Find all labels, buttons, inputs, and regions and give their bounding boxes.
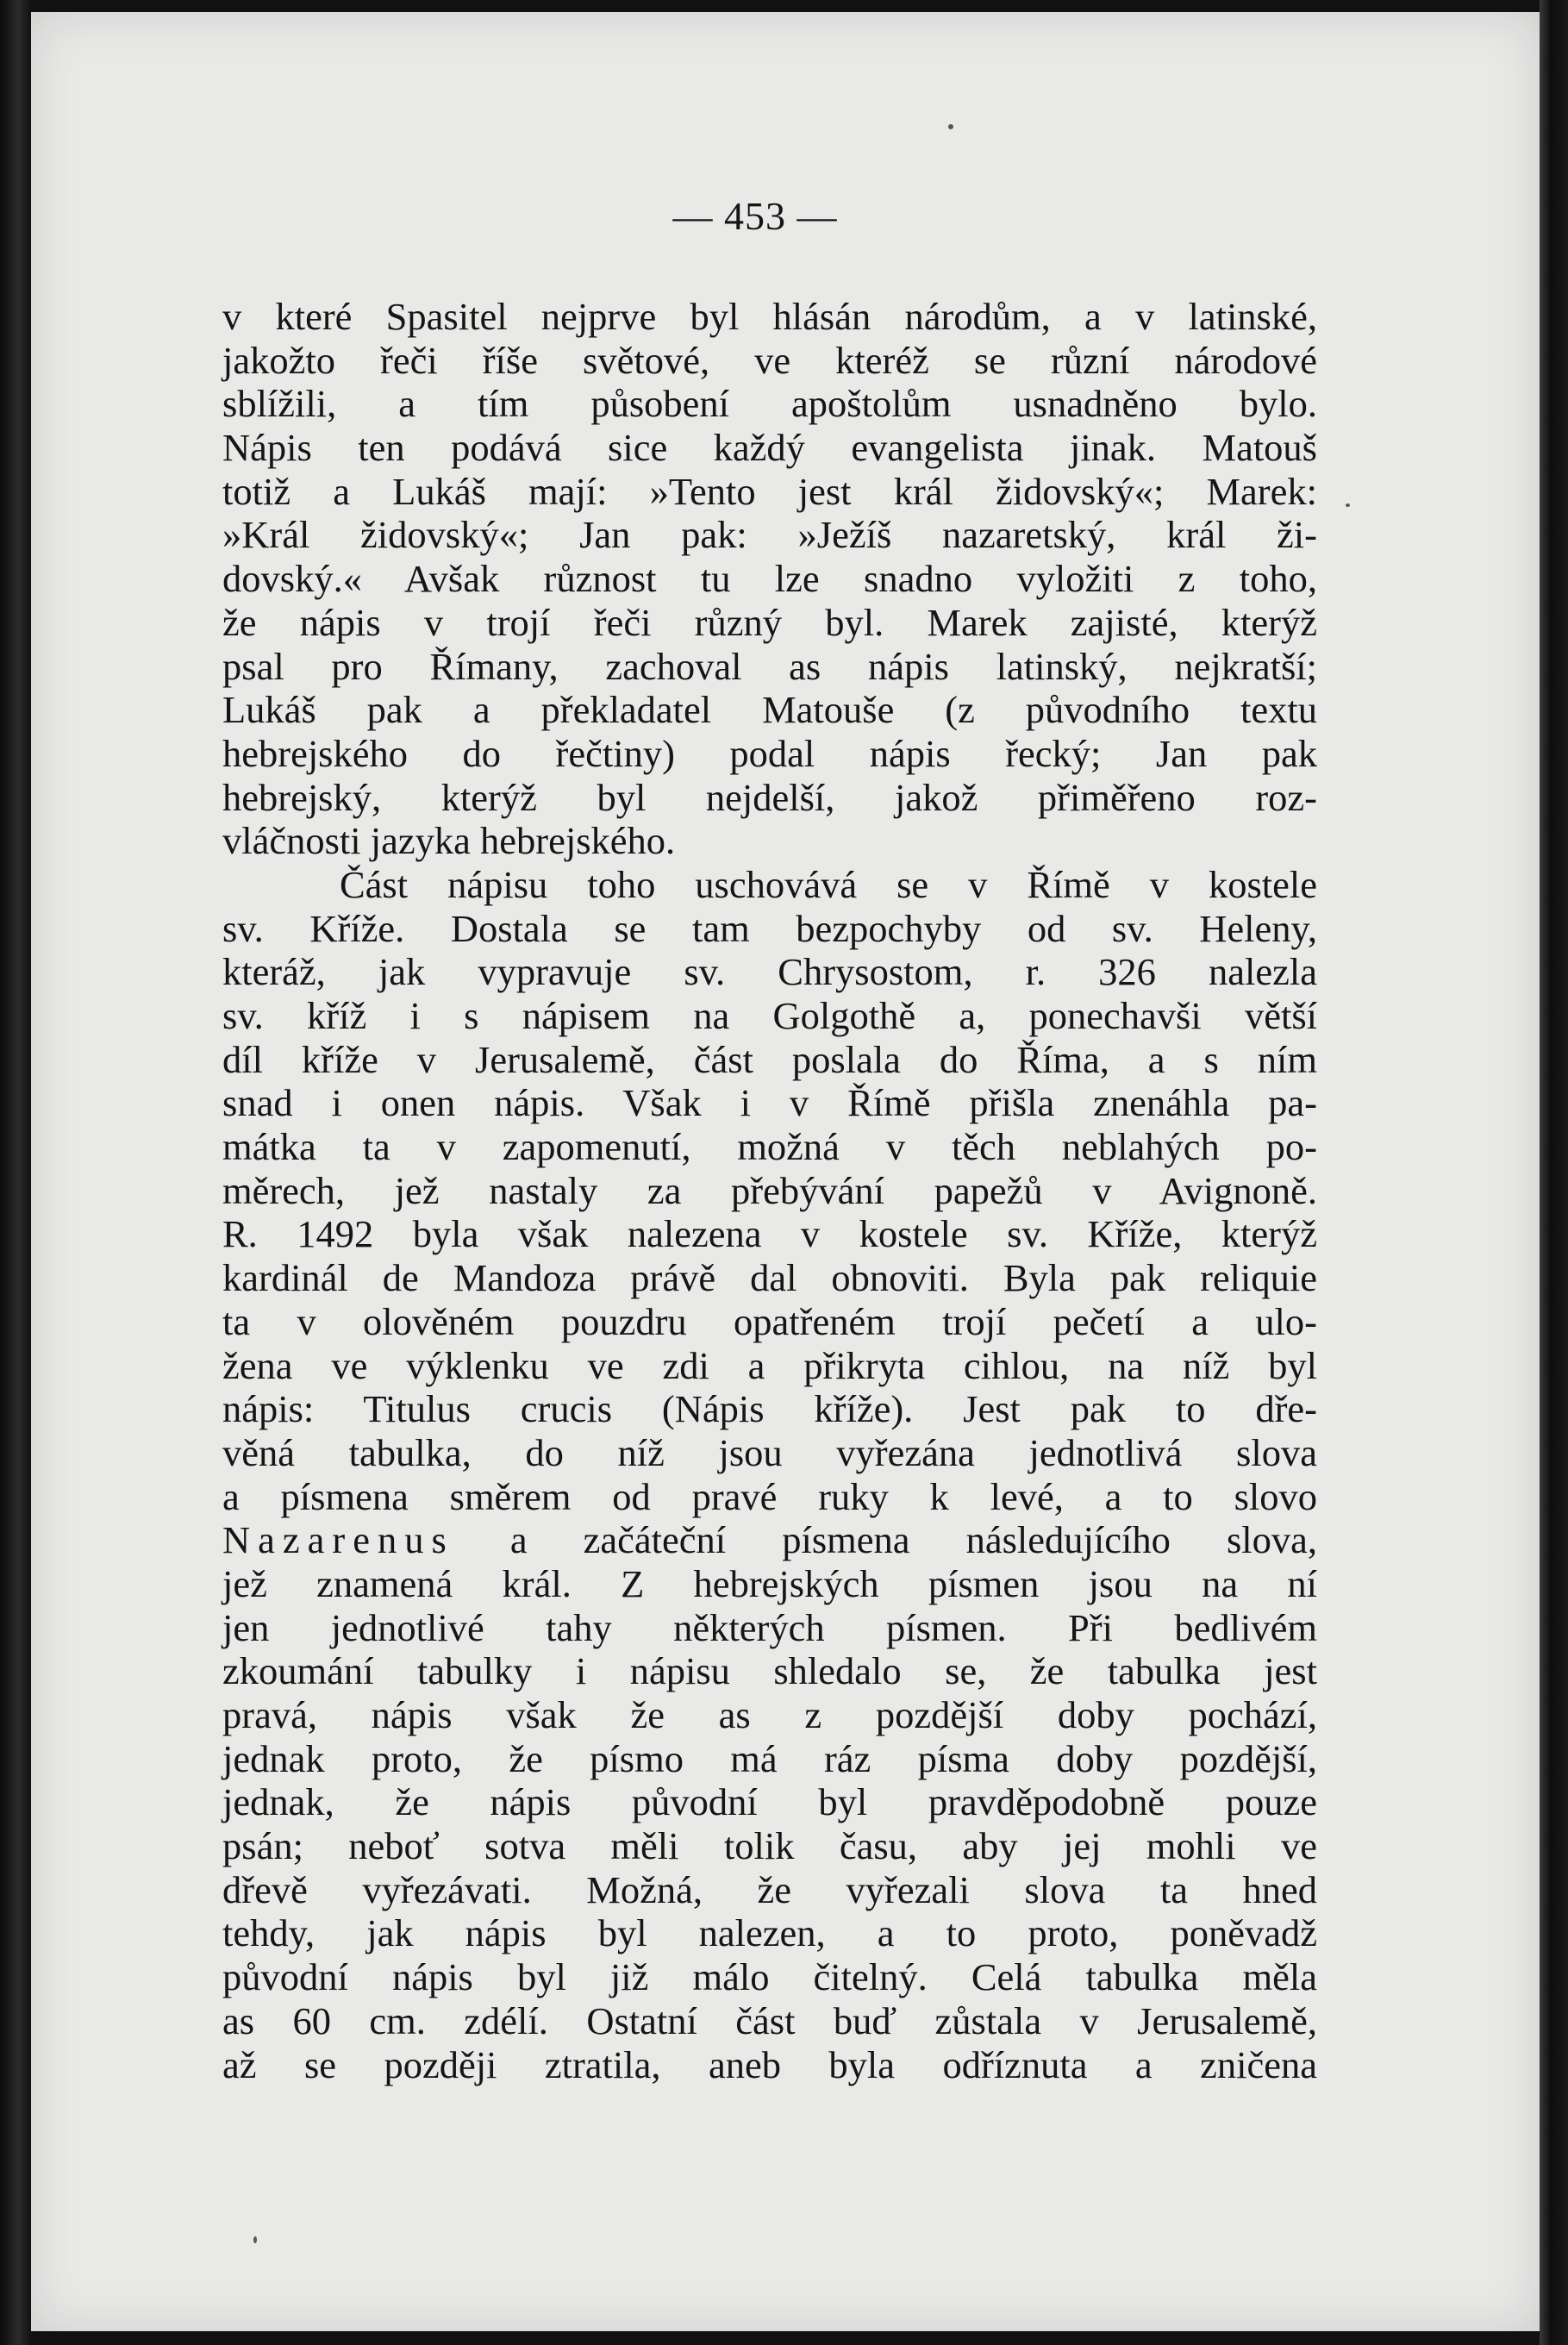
- paragraph-end-line: vláčnosti jazyka hebrejského.: [222, 819, 676, 863]
- text-line: až se později ztratila, aneb byla odříznuta a zničena: [222, 2042, 1317, 2086]
- text-line: hebrejského do řečtiny) podal nápis řecký; Jan pak: [222, 731, 1317, 775]
- text-line: žena ve výklenku ve zdi a přikryta cihlou, na níž byl: [222, 1343, 1317, 1387]
- text-line: Nápis ten podává sice každý evangelista jinak. Matouš: [222, 426, 1317, 470]
- line-rest: a začáteční písmena následujícího slova,: [509, 1518, 1317, 1562]
- text-line: as 60 cm. zdélí. Ostatní část buď zůstala v Jerusalemě,: [222, 1998, 1317, 2042]
- text-line: v které Spasitel nejprve byl hlásán národům, a v latinské,: [222, 295, 1317, 338]
- text-line: pravá, nápis však že as z pozdější doby pochází,: [222, 1693, 1317, 1736]
- text-line: nápis: Titulus crucis (Nápis kříže). Jest pak to dře-: [222, 1387, 1317, 1431]
- text-line: kardinál de Mandoza právě dal obnoviti. Byla pak reliquie: [222, 1256, 1317, 1300]
- text-line: jednak, že nápis původní byl pravděpodobně pouze: [222, 1780, 1317, 1824]
- text-line: mátka ta v zapomenutí, možná v těch neblahých po-: [222, 1125, 1317, 1169]
- text-line: Lukáš pak a překladatel Matouše (z původního textu: [222, 688, 1317, 732]
- text-line: kteráž, jak vypravuje sv. Chrysostom, r. 326 nalezla: [222, 950, 1317, 994]
- text-line: že nápis v trojí řeči různý byl. Marek zajisté, kterýž: [222, 600, 1317, 644]
- text-line: ta v olověném pouzdru opatřeném trojí pečetí a ulo-: [222, 1299, 1317, 1343]
- text-line: měrech, jež nastaly za přebývání papežů v Avignoně.: [222, 1168, 1317, 1212]
- text-line: sblížili, a tím působení apoštolům usnadněno bylo.: [222, 382, 1317, 426]
- paper-speck: [1346, 503, 1350, 507]
- text-line: R. 1492 byla však nalezena v kostele sv. Kříže, kterýž: [222, 1212, 1317, 1256]
- text-line: psán; neboť sotva měli tolik času, aby jej mohli ve: [222, 1824, 1317, 1868]
- text-line: sv. kříž i s nápisem na Golgothě a, ponechavši větší: [222, 994, 1317, 1037]
- text-line: jež znamená král. Z hebrejských písmen jsou na ní: [222, 1561, 1317, 1605]
- page-right-edge: [1540, 0, 1568, 2345]
- text-line: tehdy, jak nápis byl nalezen, a to proto, poněvadž: [222, 1911, 1317, 1955]
- paper-speck: [948, 124, 953, 129]
- page-number: — 453 —: [672, 194, 838, 238]
- text-line: věná tabulka, do níž jsou vyřezána jednotlivá slova: [222, 1430, 1317, 1474]
- text-line: díl kříže v Jerusalemě, část poslala do Říma, a s ním: [222, 1037, 1317, 1081]
- text-line: jen jednotlivé tahy některých písmen. Při bedlivém: [222, 1605, 1317, 1649]
- text-line: dřevě vyřezávati. Možná, že vyřezali slova ta hned: [222, 1867, 1317, 1911]
- text-line: sv. Kříže. Dostala se tam bezpochyby od sv. Heleny,: [222, 906, 1317, 950]
- book-page: [31, 12, 1540, 2331]
- text-line: snad i onen nápis. Však i v Římě přišla znenáhla pa-: [222, 1081, 1317, 1125]
- text-line: »Král židovský«; Jan pak: »Ježíš nazaretský, král ži-: [222, 513, 1317, 557]
- book-binding-edge: [0, 0, 31, 2345]
- body-text: [222, 295, 1317, 2086]
- text-line: zkoumání tabulky i nápisu shledalo se, že tabulka jest: [222, 1649, 1317, 1693]
- text-line: původní nápis byl již málo čitelný. Celá tabulka měla: [222, 1955, 1317, 1999]
- text-line-spaced: [222, 1518, 1317, 1562]
- text-line: a písmena směrem od pravé ruky k levé, a to slovo: [222, 1474, 1317, 1518]
- paper-speck: [253, 2236, 257, 2243]
- spaced-word: Nazarenus: [222, 1518, 454, 1562]
- text-line: hebrejský, kterýž byl nejdelší, jakož přiměřeno roz-: [222, 775, 1317, 819]
- paragraph-start-line: Část nápisu toho uschovává se v Římě v kostele: [340, 862, 1317, 906]
- text-line: psal pro Římany, zachoval as nápis latinský, nejkratší;: [222, 644, 1317, 688]
- text-line: totiž a Lukáš mají: »Tento jest král židovský«; Marek:: [222, 469, 1317, 513]
- text-line: jednak proto, že písmo má ráz písma doby pozdější,: [222, 1736, 1317, 1780]
- text-line: dovský.« Avšak různost tu lze snadno vyložiti z toho,: [222, 557, 1317, 601]
- text-line: jakožto řeči říše světové, ve kteréž se různí národové: [222, 338, 1317, 382]
